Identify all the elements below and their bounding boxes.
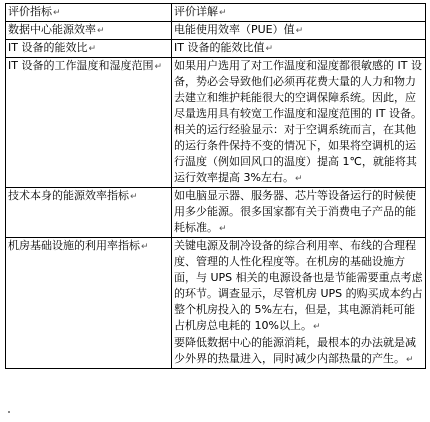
detail-text: 如电脑显示器、服务器、芯片等设备运行的时候使用多少能源。很多国家都有关于消费电子产品的能耗标准。 [174, 189, 416, 234]
indicator-cell [6, 40, 172, 58]
header-cell-detail [172, 4, 426, 22]
detail-cell [172, 58, 426, 188]
detail-paragraph [174, 58, 423, 187]
evaluation-table [5, 3, 426, 369]
table-row [6, 40, 426, 58]
paragraph-mark-icon: ↵ [141, 242, 149, 252]
table-body [6, 4, 426, 369]
detail-paragraph [174, 188, 423, 237]
detail-cell [172, 238, 426, 369]
indicator-text: 技术本身的能源效率指标 [8, 189, 129, 202]
table-row [6, 188, 426, 238]
paragraph-mark-icon: ↵ [88, 44, 97, 54]
detail-cell [172, 22, 426, 40]
paragraph-mark-icon: ↵ [219, 8, 227, 18]
detail-text: 如果用户选用了对工作温度和湿度都很敏感的 IT 设备，势必会导致他们必须再花费大量的人力和物力去建立和维护耗能很大的空调保障系统。因此，应尽量选用具有较宽工作温度和湿度范围的 IT 设备。相关的运行经验显示：对于空调系统而言，在其他的运行条件保持不变的情况下，如果将空调机的运行温度（例如回风口的温度）提高 1℃，就能将其运行效率提高 3%左右。 [174, 59, 422, 184]
paragraph-mark-icon: ↵ [154, 62, 163, 72]
paragraph-mark-icon: ↵ [219, 224, 227, 234]
indicator-text: 机房基础设施的利用率指标 [8, 239, 140, 252]
table-row [6, 238, 426, 369]
indicator-cell [6, 58, 172, 188]
paragraph-mark-icon: ↵ [406, 355, 414, 365]
table-row [6, 22, 426, 40]
detail-paragraph [174, 40, 423, 57]
indicator-cell [6, 238, 172, 369]
paragraph-mark-icon: ↵ [53, 8, 61, 18]
indicator-text: IT 设备的能效比 [8, 41, 88, 54]
indicator-cell [6, 22, 172, 40]
header-indicator-label: 评价指标 [8, 5, 52, 18]
header-detail-label: 评价详解 [174, 5, 218, 18]
paragraph-mark-icon: ↵ [312, 322, 321, 332]
detail-text: IT 设备的能效比值 [174, 41, 265, 54]
detail-text: 电能使用效率（PUE）值 [174, 23, 295, 36]
indicator-text: 数据中心能源效率 [8, 23, 96, 36]
paragraph-mark-icon: ↵ [130, 192, 138, 202]
detail-cell [172, 188, 426, 238]
detail-paragraph [174, 22, 423, 39]
detail-paragraph [174, 238, 423, 335]
detail-paragraph [174, 335, 423, 368]
detail-text: 要降低数据中心的能源消耗，最根本的办法就是减少外界的热量进入，同时减少内部热量的产生。 [174, 336, 416, 365]
indicator-text: IT 设备的工作温度和湿度范围 [8, 59, 154, 72]
detail-cell [172, 40, 426, 58]
indicator-cell [6, 188, 172, 238]
paragraph-mark-icon: ↵ [294, 174, 303, 184]
paragraph-mark-icon: ↵ [265, 44, 274, 54]
table-row [6, 58, 426, 188]
detail-text: 关键电源及制冷设备的综合利用率、布线的合理程度、管理的人性化程度等。在机房的基础设施方面，与 UPS 相关的电源设备也是节能需要重点考虑的环节。调查显示，尽管机房 UPS 的购买成本约占整个机房投入的 5%左右，但是，其电源消耗可能占机房总电耗的 10%以上。 [174, 239, 423, 332]
page-corner-mark [8, 411, 10, 413]
table-header-row [6, 4, 426, 22]
paragraph-mark-icon: ↵ [97, 26, 105, 36]
document-page [5, 3, 425, 369]
paragraph-mark-icon: ↵ [295, 26, 304, 36]
header-cell-indicator [6, 4, 172, 22]
